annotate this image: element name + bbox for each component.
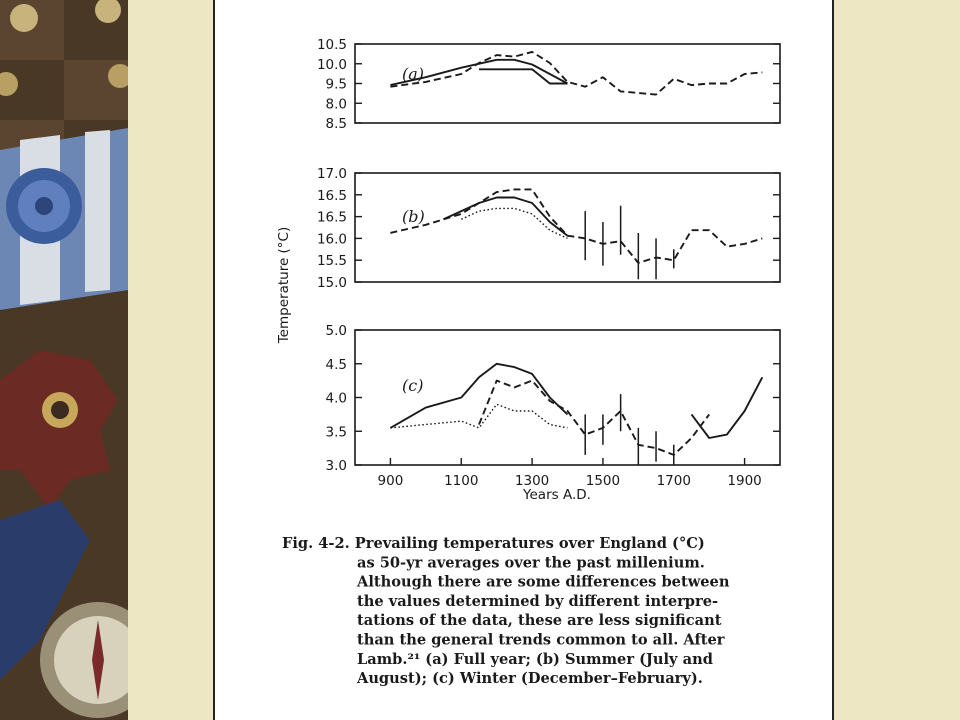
x-axis-label: Years A.D. bbox=[523, 487, 591, 503]
caption-line: than the general trends common to all. After bbox=[357, 631, 725, 649]
x-tick-label: 1300 bbox=[514, 473, 550, 489]
y-tick-label: 3.5 bbox=[325, 424, 347, 441]
y-tick-label: 15.5 bbox=[316, 253, 347, 270]
y-tick-label: 8.5 bbox=[325, 116, 347, 132]
y-tick-label: 4.5 bbox=[325, 356, 347, 373]
y-tick-label: 9.5 bbox=[325, 76, 347, 93]
y-tick-label: 16.5 bbox=[316, 187, 347, 204]
series-line-dashed bbox=[479, 381, 709, 455]
y-tick-label: 16.0 bbox=[316, 231, 347, 248]
panel-label: (a) bbox=[402, 64, 425, 84]
figure-caption bbox=[282, 535, 730, 687]
x-tick-label: 1100 bbox=[444, 473, 479, 489]
series-line-dashed bbox=[390, 189, 762, 263]
x-tick-label: 1900 bbox=[727, 473, 762, 489]
x-tick-label: 1500 bbox=[585, 473, 621, 489]
panel-frame bbox=[355, 173, 780, 282]
panel-frame bbox=[355, 330, 780, 465]
y-tick-label: 10.0 bbox=[316, 56, 347, 73]
caption-line: as 50-yr averages over the past millenium. bbox=[357, 554, 705, 572]
y-tick-label: 8.0 bbox=[325, 96, 347, 113]
series-line-solid bbox=[390, 364, 567, 428]
series-line-dashed bbox=[390, 52, 762, 95]
caption-line: Fig. 4-2. Prevailing temperatures over England (°C) bbox=[282, 535, 705, 552]
y-tick-label: 17.0 bbox=[316, 166, 347, 182]
y-tick-label: 4.0 bbox=[325, 390, 347, 407]
y-tick-label: 16.5 bbox=[316, 209, 347, 226]
caption-line: the values determined by different interpre- bbox=[357, 592, 719, 610]
panel-label: (c) bbox=[402, 375, 424, 395]
y-tick-label: 5.0 bbox=[325, 323, 347, 339]
panel-label: (b) bbox=[402, 207, 425, 227]
caption-line: Lamb.²¹ (a) Full year; (b) Summer (July and bbox=[357, 650, 713, 668]
caption-line: tations of the data, these are less significant bbox=[357, 612, 722, 630]
caption-line: Although there are some differences between bbox=[357, 573, 730, 591]
y-tick-label: 10.5 bbox=[316, 37, 347, 53]
x-tick-label: 900 bbox=[377, 473, 404, 489]
y-tick-label: 15.0 bbox=[316, 275, 347, 291]
x-tick-label: 1700 bbox=[656, 473, 691, 489]
y-tick-label: 3.0 bbox=[325, 458, 347, 474]
y-axis-label: Temperature (°C) bbox=[276, 226, 292, 344]
series-line-solid bbox=[692, 377, 763, 438]
caption-line: August); (c) Winter (December–February). bbox=[357, 670, 703, 688]
